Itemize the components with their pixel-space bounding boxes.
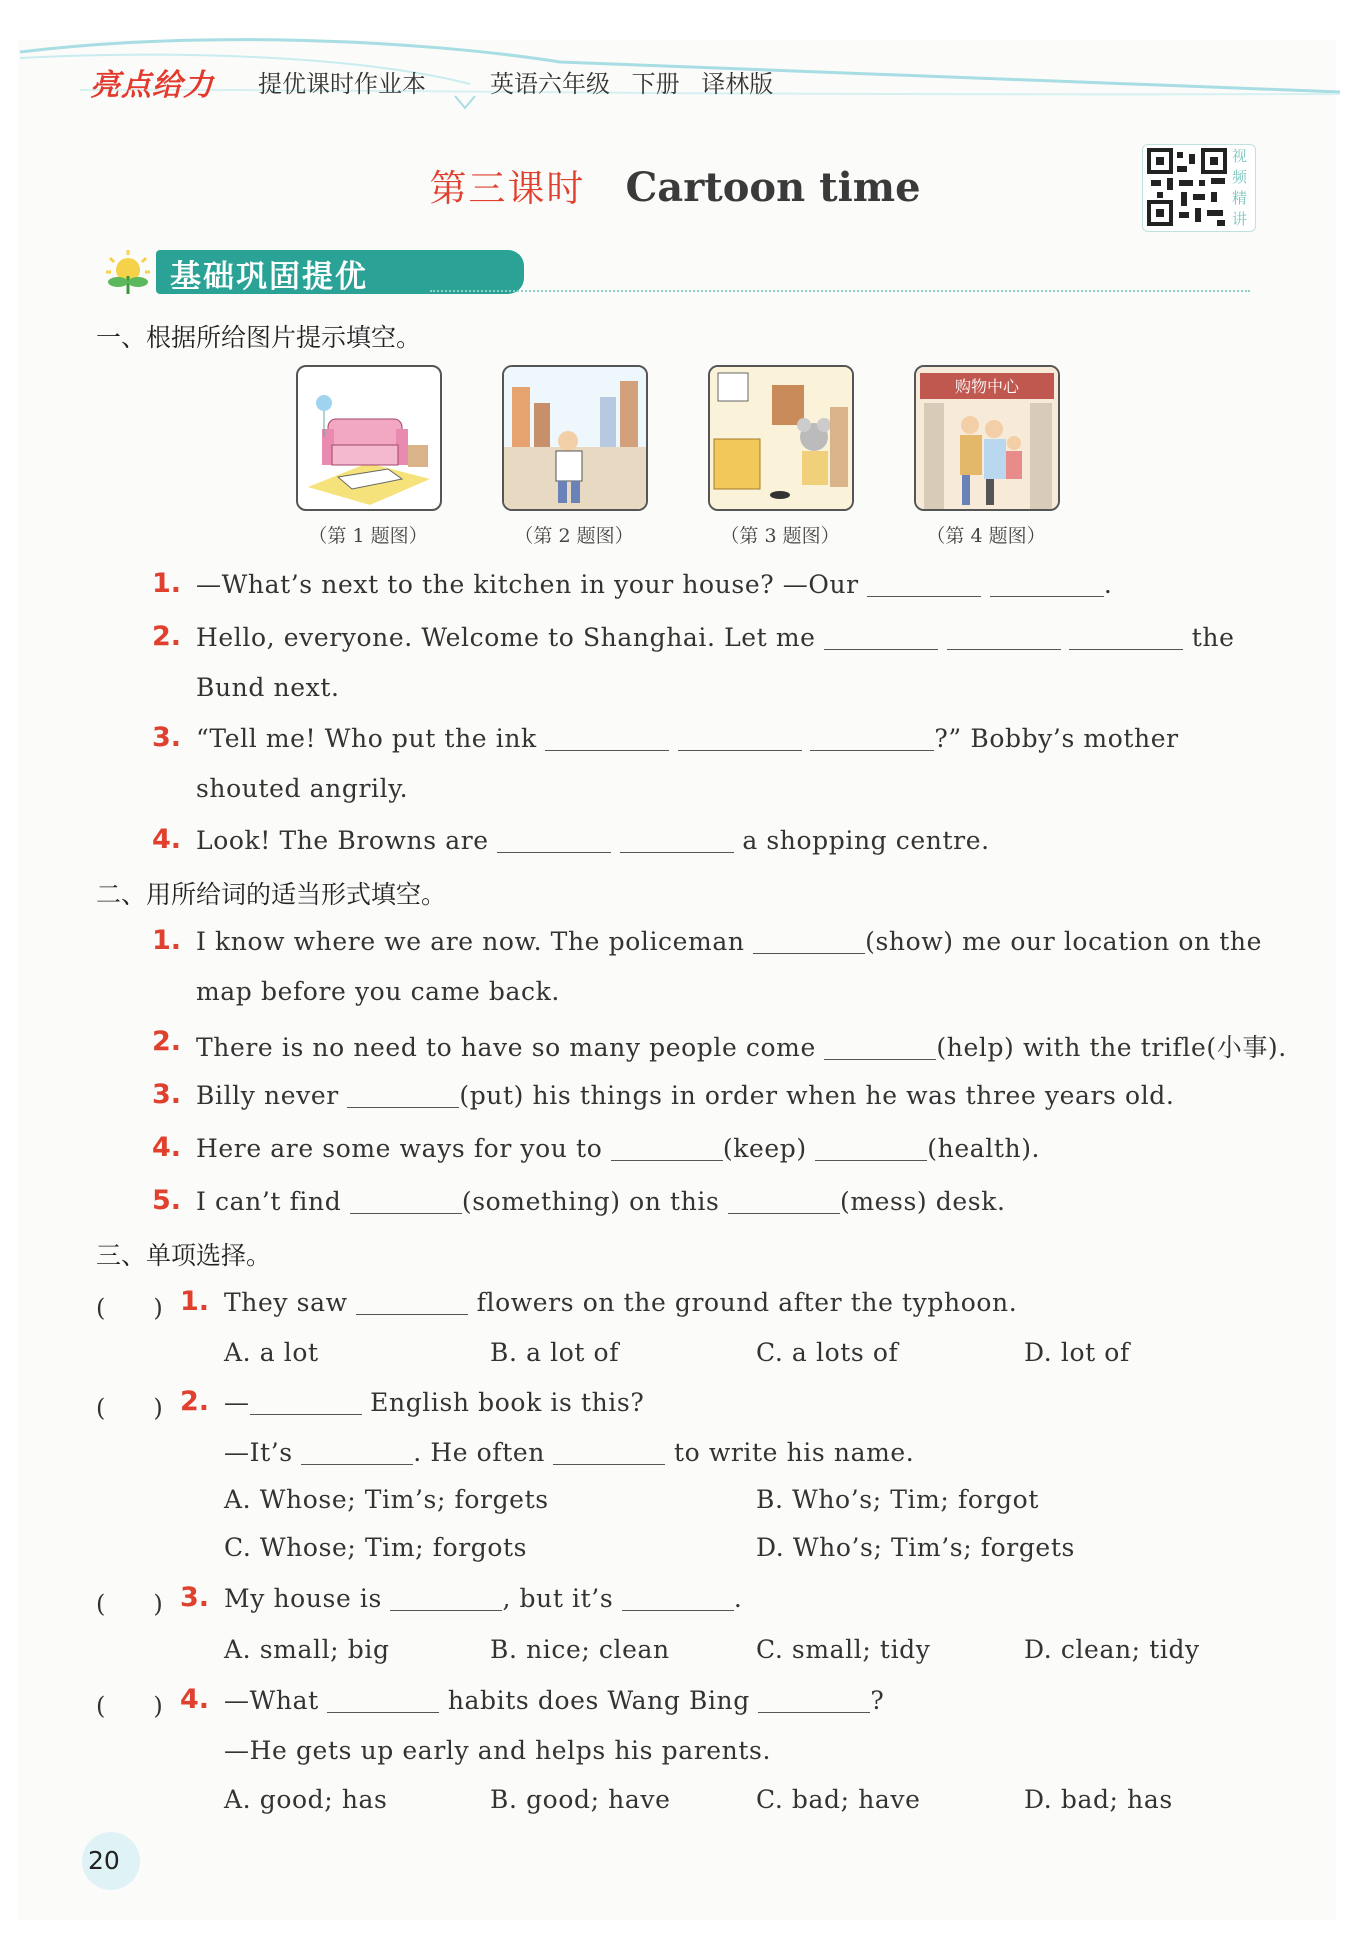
p2-q3-stem: Billy never	[196, 1081, 339, 1110]
p1-q1-stem: —What’s next to the kitchen in your house? —Our	[196, 570, 859, 599]
p2-q4-end: (health).	[927, 1134, 1041, 1163]
p2-q3-text	[196, 1081, 1174, 1110]
p1-q1-end: .	[1103, 570, 1113, 599]
caption-picture-2: （第 2 题图）	[514, 525, 634, 547]
answer-blank[interactable]	[350, 1188, 462, 1214]
answer-blank[interactable]	[327, 1687, 439, 1713]
p3-q1-end: flowers on the ground after the typhoon.	[476, 1288, 1018, 1317]
p2-q2-text	[196, 1028, 1287, 1064]
p3-q4-option-a[interactable]: A. good; has	[224, 1785, 388, 1814]
part1-heading: 一、根据所给图片提示填空。	[96, 323, 422, 352]
p2-q1-cont: map before you came back.	[196, 977, 560, 1006]
answer-blank[interactable]	[824, 1034, 936, 1060]
answer-paren[interactable]: ( )	[96, 1590, 163, 1618]
p3-q4-text	[224, 1686, 884, 1715]
p2-q5-stem: I can’t find	[196, 1187, 342, 1216]
p3-q3-stem: My house is	[224, 1584, 382, 1613]
lesson-title-cn: 第三课时	[429, 167, 586, 210]
p1-q4-end: a shopping centre.	[742, 826, 990, 855]
answer-blank[interactable]	[301, 1439, 413, 1465]
caption-picture-3: （第 3 题图）	[720, 525, 840, 547]
lesson-title-en: Cartoon time	[625, 164, 921, 211]
p3-q2-option-b[interactable]: B. Who’s; Tim; forgot	[756, 1485, 1039, 1514]
p3-q4-stem: —What	[224, 1686, 319, 1715]
series-name: 提优课时作业本	[258, 70, 426, 98]
p3-q2-option-c[interactable]: C. Whose; Tim; forgots	[224, 1533, 528, 1562]
p2-q5-text	[196, 1187, 1006, 1216]
p3-q2-option-a[interactable]: A. Whose; Tim’s; forgets	[224, 1485, 549, 1514]
messy-bedroom-bobby-icon	[710, 367, 852, 509]
p1-q4-text	[196, 826, 990, 855]
answer-blank[interactable]	[250, 1389, 362, 1415]
shop-sign: 购物中心	[954, 377, 1020, 396]
p2-q4-number: 4.	[152, 1132, 182, 1163]
picture-1	[296, 365, 442, 511]
answer-blank[interactable]	[753, 928, 865, 954]
p1-q4-stem: Look! The Browns are	[196, 826, 489, 855]
book-info: 英语六年级 下册 译林版	[490, 70, 774, 98]
p1-q2-mid: the	[1191, 623, 1235, 652]
p2-q1-mid: (show) me our location on the	[865, 927, 1262, 956]
answer-blank[interactable]	[622, 1585, 734, 1611]
p2-q2-stem: There is no need to have so many people come	[196, 1033, 816, 1062]
answer-blank[interactable]	[678, 725, 802, 751]
p3-q3-text	[224, 1584, 742, 1613]
p3-q2-resp-a: —It’s	[224, 1438, 293, 1467]
answer-blank[interactable]	[620, 827, 734, 853]
p3-q3-option-b[interactable]: B. nice; clean	[490, 1635, 670, 1664]
p1-q3-stem: “Tell me! Who put the ink	[196, 724, 537, 753]
p3-q4-number: 4.	[180, 1684, 210, 1715]
answer-blank[interactable]	[810, 725, 934, 751]
p3-q3-option-d[interactable]: D. clean; tidy	[1024, 1635, 1200, 1664]
answer-blank[interactable]	[497, 827, 611, 853]
answer-blank[interactable]	[545, 725, 669, 751]
p2-q5-number: 5.	[152, 1185, 182, 1216]
p3-q3-mid: , but it’s	[502, 1584, 614, 1613]
p2-q2-number: 2.	[152, 1026, 182, 1057]
p3-q1-option-c[interactable]: C. a lots of	[756, 1338, 899, 1367]
p3-q4-end: ?	[870, 1686, 885, 1715]
p1-q2-cont: Bund next.	[196, 673, 340, 702]
p3-q1-number: 1.	[180, 1286, 210, 1317]
p3-q4-option-c[interactable]: C. bad; have	[756, 1785, 921, 1814]
p3-q1-option-d[interactable]: D. lot of	[1024, 1338, 1130, 1367]
p3-q3-option-a[interactable]: A. small; big	[224, 1635, 390, 1664]
banner-dotted-line	[430, 290, 1250, 292]
page-number: 20	[88, 1846, 120, 1875]
caption-picture-4: （第 4 题图）	[926, 525, 1046, 547]
p2-q5-mid: (something) on this	[461, 1187, 720, 1216]
shanghai-bund-guide-icon	[504, 367, 646, 509]
answer-blank[interactable]	[824, 624, 938, 650]
brand-logo-text: 亮点给力	[90, 68, 214, 103]
answer-blank[interactable]	[390, 1585, 502, 1611]
p1-q3-cont: shouted angrily.	[196, 774, 409, 803]
p2-q4-stem: Here are some ways for you to	[196, 1134, 603, 1163]
answer-paren[interactable]: ( )	[96, 1394, 163, 1422]
answer-blank[interactable]	[356, 1289, 468, 1315]
answer-blank[interactable]	[990, 571, 1104, 597]
answer-paren[interactable]: ( )	[96, 1294, 163, 1322]
p3-q4-option-d[interactable]: D. bad; has	[1024, 1785, 1173, 1814]
p2-q5-end: (mess) desk.	[839, 1187, 1006, 1216]
caption-picture-1: （第 1 题图）	[308, 525, 428, 547]
p3-q2-text	[224, 1388, 644, 1417]
answer-blank[interactable]	[1069, 624, 1183, 650]
answer-blank[interactable]	[947, 624, 1061, 650]
p1-q2-number: 2.	[152, 621, 182, 652]
p2-q4-mid: (keep)	[722, 1134, 807, 1163]
part2-heading: 二、用所给词的适当形式填空。	[96, 880, 447, 909]
p1-q3-text	[196, 724, 1179, 753]
p3-q4-mid: habits does Wang Bing	[447, 1686, 750, 1715]
p2-q3-end: (put) his things in order when he was three years old.	[459, 1081, 1175, 1110]
shopping-centre-family-icon	[916, 367, 1058, 509]
answer-blank[interactable]	[611, 1135, 723, 1161]
part3-heading: 三、单项选择。	[96, 1241, 272, 1270]
p1-q1-number: 1.	[152, 568, 182, 599]
p2-q4-text	[196, 1134, 1040, 1163]
picture-3	[708, 365, 854, 511]
p2-q3-number: 3.	[152, 1079, 182, 1110]
p2-q1-number: 1.	[152, 925, 182, 956]
p3-q2-dash: —	[224, 1388, 250, 1417]
sun-sprout-icon	[100, 248, 156, 296]
answer-blank[interactable]	[347, 1082, 459, 1108]
p1-q3-number: 3.	[152, 722, 182, 753]
p3-q1-text	[224, 1288, 1017, 1317]
p3-q3-number: 3.	[180, 1582, 210, 1613]
answer-blank[interactable]	[758, 1687, 870, 1713]
p3-q2-stem: English book is this?	[370, 1388, 645, 1417]
p3-q1-stem: They saw	[224, 1288, 348, 1317]
p2-q2-end: (help) with the trifle(小事).	[936, 1033, 1287, 1062]
answer-blank[interactable]	[553, 1439, 665, 1465]
p2-q1-text	[196, 927, 1262, 956]
p1-q4-number: 4.	[152, 824, 182, 855]
p3-q3-end: .	[733, 1584, 743, 1613]
p3-q4-response: —He gets up early and helps his parents.	[224, 1736, 772, 1765]
p1-q1-text	[196, 570, 1112, 599]
living-room-sofa-icon	[298, 367, 440, 509]
p3-q2-number: 2.	[180, 1386, 210, 1417]
p1-q2-stem: Hello, everyone. Welcome to Shanghai. Let me	[196, 623, 816, 652]
banner-text: 基础巩固提优	[170, 259, 368, 295]
p3-q2-option-d[interactable]: D. Who’s; Tim’s; forgets	[756, 1533, 1075, 1562]
p3-q1-option-a[interactable]: A. a lot	[224, 1338, 319, 1367]
p1-q2-text	[196, 623, 1235, 652]
picture-4	[914, 365, 1060, 511]
answer-blank[interactable]	[815, 1135, 927, 1161]
p3-q1-option-b[interactable]: B. a lot of	[490, 1338, 620, 1367]
p3-q4-option-b[interactable]: B. good; have	[490, 1785, 671, 1814]
p3-q2-response	[224, 1438, 914, 1467]
qr-video-label: 视频精讲	[1232, 147, 1248, 228]
picture-2	[502, 365, 648, 511]
p1-q3-mid: ?” Bobby’s mother	[934, 724, 1179, 753]
answer-blank[interactable]	[867, 571, 981, 597]
p3-q3-option-c[interactable]: C. small; tidy	[756, 1635, 931, 1664]
p3-q2-resp-c: to write his name.	[674, 1438, 915, 1467]
p2-q1-stem: I know where we are now. The policeman	[196, 927, 745, 956]
p3-q2-resp-b: . He often	[413, 1438, 545, 1467]
answer-blank[interactable]	[728, 1188, 840, 1214]
answer-paren[interactable]: ( )	[96, 1692, 163, 1720]
